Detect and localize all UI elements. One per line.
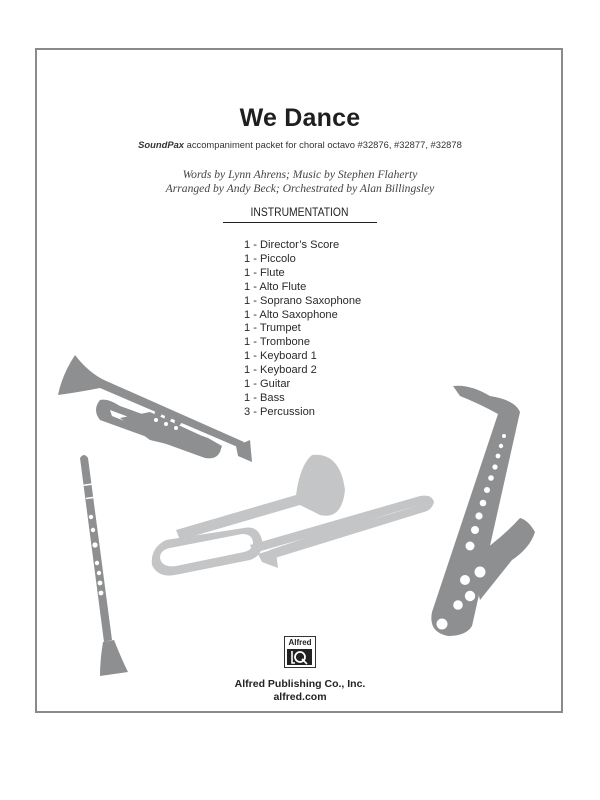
list-item: 1 - Keyboard 2 <box>244 364 317 377</box>
publisher-info <box>0 678 600 704</box>
list-item: 1 - Piccolo <box>244 252 296 265</box>
logo-emblem-icon <box>285 648 314 666</box>
list-item: 3 - Percussion <box>244 405 315 418</box>
list-item: 1 - Alto Saxophone <box>244 308 338 321</box>
saxophone-icon <box>431 386 535 636</box>
list-item: 1 - Trumpet <box>244 322 301 335</box>
list-item: 1 - Director’s Score <box>244 239 340 251</box>
list-item: 1 - Keyboard 1 <box>244 350 317 363</box>
publisher-website: alfred.com <box>273 691 327 703</box>
list-item: 1 - Soprano Saxophone <box>244 294 362 307</box>
list-item: 1 - Flute <box>244 266 285 279</box>
list-item: 1 - Trombone <box>244 336 310 349</box>
alfred-logo: Alfred <box>284 636 316 668</box>
trombone-icon <box>152 455 434 576</box>
instrumentation-heading: INSTRUMENTATION <box>250 207 349 219</box>
credits-line-2: Arranged by Andy Beck; Orchestrated by Alan Billingsley <box>165 182 435 195</box>
list-item: 1 - Bass <box>244 391 285 404</box>
brand-soundpax: SoundPax <box>138 139 185 150</box>
page-title: We Dance <box>239 104 361 132</box>
publisher-name: Alfred Publishing Co., Inc. <box>234 678 366 690</box>
credits-line-1: Words by Lynn Ahrens; Music by Stephen Flaherty <box>182 168 418 181</box>
trumpet-icon <box>58 355 252 462</box>
list-item: 1 - Guitar <box>244 378 291 391</box>
clarinet-icon <box>80 455 128 676</box>
subtitle-text: accompaniment packet for choral octavo #32876, #32877, #32878 <box>184 139 462 150</box>
list-item: 1 - Alto Flute <box>244 280 307 293</box>
